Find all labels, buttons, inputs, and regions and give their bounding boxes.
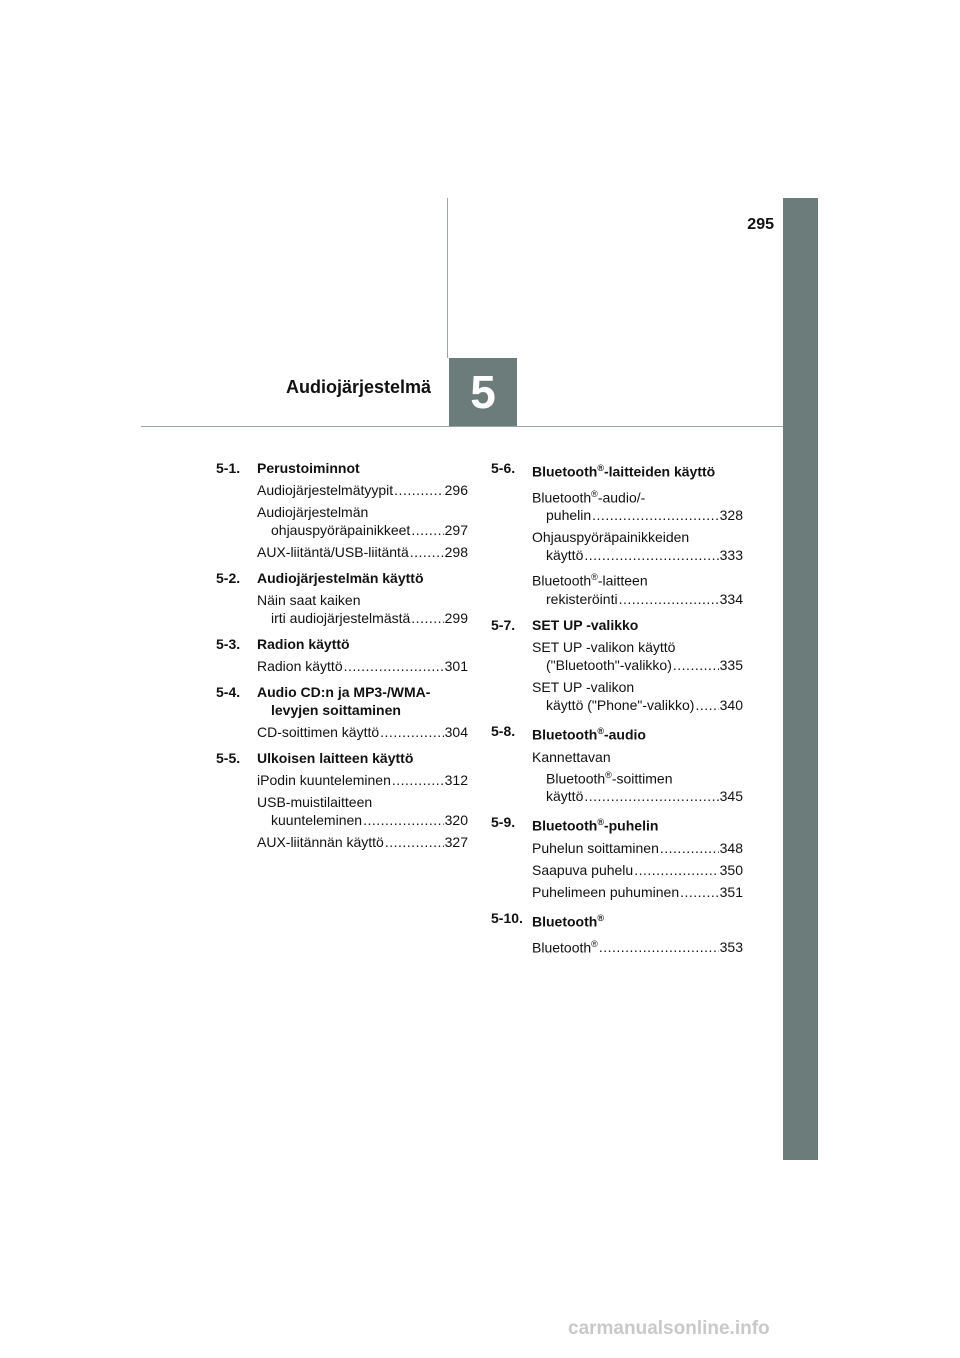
toc-section-title: Bluetooth®-puhelin	[532, 817, 659, 834]
toc-section-number: 5-6.	[491, 460, 516, 476]
header-vertical-rule	[447, 198, 448, 358]
toc-section-number: 5-5.	[216, 750, 241, 766]
toc-section-title: Bluetooth®-laitteiden käyttö	[532, 463, 716, 480]
dot-leader	[599, 938, 719, 956]
toc-entry-text: Ohjauspyöräpainikkeiden	[532, 529, 690, 546]
toc-entry[interactable]	[491, 485, 743, 525]
toc-section-heading[interactable]	[216, 569, 468, 587]
toc-entry-page: 327	[444, 834, 468, 850]
toc-section-title: Bluetooth®-audio	[532, 725, 646, 743]
chapter-side-tab	[783, 198, 818, 1160]
dot-leader	[695, 696, 718, 714]
toc-column-left	[216, 459, 468, 855]
toc-entry[interactable]	[491, 935, 743, 957]
toc-entry-text: Bluetooth®-soittimen	[546, 769, 673, 787]
toc-entry[interactable]	[491, 678, 743, 714]
chapter-number-box: 5	[449, 358, 517, 426]
toc-entry[interactable]	[216, 481, 468, 499]
toc-entry-page: 301	[444, 658, 468, 674]
dot-leader	[634, 861, 718, 879]
toc-entry-page: 304	[444, 724, 468, 740]
toc-entry[interactable]	[491, 839, 743, 857]
toc-entry[interactable]	[216, 591, 468, 627]
toc-section-number: 5-2.	[216, 570, 241, 586]
toc-section-heading[interactable]	[216, 635, 468, 653]
toc-section-number: 5-10.	[491, 909, 523, 926]
toc-entry[interactable]	[216, 723, 468, 741]
toc-entry-page: 353	[719, 939, 743, 956]
dot-leader	[411, 521, 443, 539]
toc-entry-text: Bluetooth®	[532, 938, 598, 956]
dot-leader	[584, 787, 718, 805]
toc-entry-text: Audiojärjestelmätyypit	[257, 482, 394, 498]
toc-entry-text: ohjauspyöräpainikkeet	[271, 522, 411, 538]
toc-section-title: Bluetooth®	[532, 912, 604, 930]
toc-section-number: 5-4.	[216, 684, 241, 700]
toc-entry-text: käyttö	[546, 547, 584, 564]
toc-section-title-cont: levyjen soittaminen	[271, 702, 401, 718]
toc-entry-text: AUX-liitäntä/USB-liitäntä	[257, 544, 409, 560]
toc-entry-page: 298	[444, 544, 468, 560]
toc-section-heading[interactable]	[491, 459, 743, 481]
toc-entry-text: irti audiojärjestelmästä	[271, 610, 411, 626]
toc-entry-text: SET UP -valikon käyttö	[532, 638, 676, 655]
page-number: 295	[747, 216, 774, 233]
toc-entry-page: 299	[444, 610, 468, 626]
toc-entry-text: Näin saat kaiken	[257, 592, 361, 608]
toc-section-title: SET UP -valikko	[532, 616, 639, 633]
toc-entry-text: Audiojärjestelmän	[257, 504, 369, 520]
toc-entry-page: 333	[719, 547, 743, 564]
toc-entry-text: Kannettavan	[532, 748, 611, 765]
toc-section-heading[interactable]	[216, 459, 468, 477]
toc-entry[interactable]	[491, 638, 743, 674]
toc-entry[interactable]	[491, 748, 743, 806]
toc-entry-page: 350	[719, 861, 743, 878]
dot-leader	[592, 506, 718, 524]
toc-entry[interactable]	[216, 833, 468, 851]
dot-leader	[584, 546, 718, 564]
toc-entry[interactable]	[491, 883, 743, 901]
toc-entry-page: 335	[719, 656, 743, 673]
toc-entry-text: Radion käyttö	[257, 658, 343, 674]
toc-entry[interactable]	[216, 793, 468, 829]
toc-section-title: Audiojärjestelmän käyttö	[257, 570, 424, 586]
dot-leader	[392, 771, 444, 789]
toc-entry-text: ("Bluetooth"-valikko)	[546, 656, 672, 673]
toc-section-title: Perustoiminnot	[257, 460, 360, 476]
toc-column-right	[491, 459, 743, 960]
toc-entry-page: 340	[719, 696, 743, 713]
toc-section-heading[interactable]	[491, 813, 743, 835]
toc-entry[interactable]	[491, 568, 743, 608]
toc-entry-text: Puhelimeen puhuminen	[532, 883, 680, 900]
toc-entry[interactable]	[216, 657, 468, 675]
toc-entry-text: iPodin kuunteleminen	[257, 772, 391, 788]
dot-leader	[673, 656, 719, 674]
toc-section-number: 5-3.	[216, 636, 241, 652]
toc-section-heading[interactable]	[491, 616, 743, 634]
dot-leader	[619, 590, 719, 608]
dot-leader	[385, 833, 444, 851]
toc-entry[interactable]	[491, 861, 743, 879]
header-horizontal-rule	[141, 426, 783, 427]
watermark: carmanualsonline.info	[568, 1318, 770, 1339]
toc-entry-page: 348	[719, 839, 743, 856]
toc-section-heading[interactable]	[216, 749, 468, 767]
toc-entry-page: 328	[719, 507, 743, 524]
toc-section-title: Audio CD:n ja MP3-/WMA-	[257, 684, 431, 700]
dot-leader	[410, 543, 444, 561]
toc-entry-text: rekisteröinti	[546, 590, 618, 607]
toc-entry[interactable]	[491, 528, 743, 564]
dot-leader	[660, 839, 719, 857]
toc-entry-text: käyttö	[546, 788, 584, 805]
dot-leader	[680, 883, 719, 901]
toc-section-number: 5-9.	[491, 814, 516, 831]
toc-entry[interactable]	[216, 503, 468, 539]
toc-section-heading[interactable]	[216, 683, 468, 719]
toc-entry-text: kuunteleminen	[271, 812, 363, 828]
toc-entry-page: 320	[444, 812, 468, 828]
toc-section-heading[interactable]	[491, 722, 743, 744]
toc-section-number: 5-7.	[491, 616, 516, 633]
toc-entry-page: 334	[719, 590, 743, 607]
toc-entry-text: Saapuva puhelu	[532, 861, 634, 878]
toc-entry-page: 351	[719, 883, 743, 900]
toc-section-number: 5-1.	[216, 460, 241, 476]
toc-entry-text: Puhelun soittaminen	[532, 839, 659, 856]
toc-entry-text: Bluetooth®-laitteen	[532, 572, 648, 589]
toc-entry-page: 312	[444, 772, 468, 788]
toc-section-title: Ulkoisen laitteen käyttö	[257, 750, 414, 766]
toc-entry[interactable]	[216, 771, 468, 789]
toc-entry-text: AUX-liitännän käyttö	[257, 834, 384, 850]
toc-entry-text: SET UP -valikon	[532, 678, 635, 695]
toc-entry-text: USB-muistilaitteen	[257, 794, 373, 810]
dot-leader	[363, 811, 444, 829]
dot-leader	[411, 609, 443, 627]
dot-leader	[380, 723, 443, 741]
toc-section-number: 5-8.	[491, 722, 516, 739]
toc-entry-text: puhelin	[546, 507, 592, 524]
toc-entry[interactable]	[216, 543, 468, 561]
chapter-title: Audiojärjestelmä	[285, 377, 431, 397]
toc-section-heading[interactable]	[491, 909, 743, 931]
toc-entry-page: 297	[444, 522, 468, 538]
dot-leader	[344, 657, 444, 675]
toc-section-title: Radion käyttö	[257, 636, 350, 652]
toc-entry-page: 345	[719, 788, 743, 805]
toc-entry-text: käyttö ("Phone"-valikko)	[546, 696, 695, 713]
toc-entry-page: 296	[444, 482, 468, 498]
toc-entry-text: Bluetooth®-audio/-	[532, 488, 646, 506]
toc-entry-text: CD-soittimen käyttö	[257, 724, 380, 740]
dot-leader	[394, 481, 443, 499]
